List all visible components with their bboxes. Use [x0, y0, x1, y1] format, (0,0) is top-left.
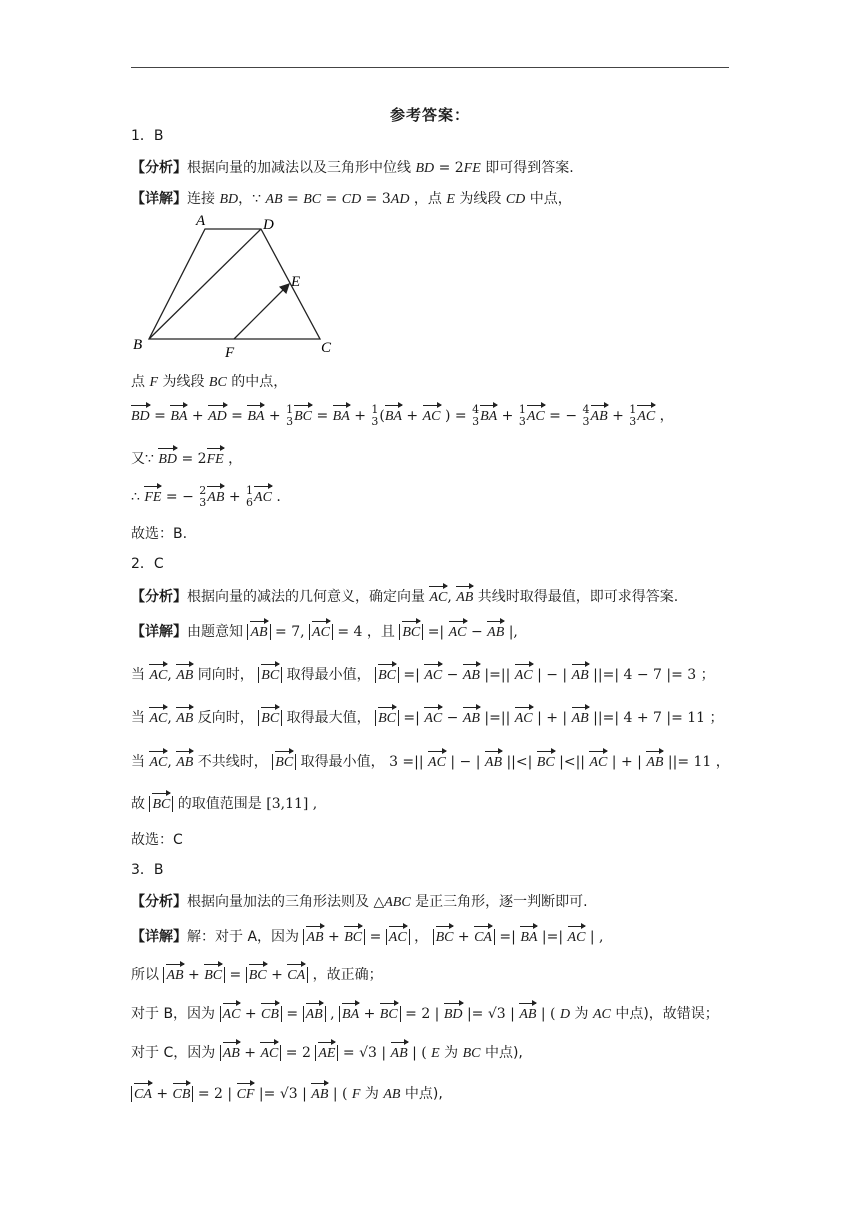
q1-analysis: 【分析】根据向量的加减法以及三角形中位线 BD = 2FE 即可得到答案.: [131, 160, 574, 176]
q3-number: 3．B: [131, 862, 164, 878]
q3-detail: 【详解】解：对于 A，因为 AB + BC = AC ， BC + CA =| BA |=| AC | ,: [131, 925, 604, 948]
q2-case-opposite-direction: 当 AC, AB 反向时， BC 取得最大值， BC =| AC − AB |=|| AC | + | AB ||=| 4 + 7 |= 11 ；: [131, 706, 724, 729]
q3-so-a: 所以 AB + BC = BC + CA ，故正确；: [131, 963, 383, 986]
q1-detail: 【详解】连接 BD，∵ AB = BC = CD = 3AD ，点 E 为线段 CD 中点，: [131, 191, 572, 207]
q3-for-c: 对于 C，因为 AB + AC = 2 AE = √3 | AB | ( E 为 BC 中点),: [131, 1041, 523, 1064]
label-a: A: [196, 213, 206, 229]
label-e: E: [291, 274, 301, 290]
q3-for-b: 对于 B，因为 AC + CB = AB , BA + BC = 2 | BD |= √3 | AB | ( D 为 AC 中点)，故错误；: [131, 1002, 719, 1025]
detail-tag: 【详解】: [131, 624, 187, 640]
q2-detail: 【详解】由题意知 AB = 7, AC = 4 ，且 BC =| AC − AB |,: [131, 620, 518, 643]
page-title: 参考答案：: [389, 106, 470, 124]
q1-number: 1．B: [131, 128, 164, 144]
analysis-tag: 【分析】: [131, 894, 187, 910]
q1-midpoint: 点 F 为线段 BC 的中点，: [131, 374, 288, 390]
q3-analysis: 【分析】根据向量加法的三角形法则及 △ABC 是正三角形，逐一判断即可.: [131, 894, 588, 910]
detail-tag: 【详解】: [131, 929, 187, 945]
q2-range: 故 BC 的取值范围是 [3,11] ,: [131, 792, 317, 815]
q1-answer: 故选：B.: [131, 526, 188, 542]
q2-case-not-collinear: 当 AC, AB 不共线时， BC 取得最小值， 3 =|| AC | − | AB ||<| BC |<|| AC | + | AB ||= 11 ，: [131, 750, 730, 773]
q2-analysis: 【分析】根据向量的减法的几何意义，确定向量 AC, AB 共线时取得最值，即可求得答案.: [131, 585, 678, 608]
q3-for-c-2: CA + CB = 2 | CF |= √3 | AB | ( F 为 AB 中点),: [131, 1082, 443, 1105]
analysis-tag: 【分析】: [131, 160, 187, 176]
label-b: B: [133, 337, 143, 353]
label-c: C: [321, 340, 332, 356]
label-f: F: [225, 345, 235, 361]
q1-equation-2: 又∵ BD = 2FE ，: [131, 447, 242, 470]
q1-equation-1: BD = BA + AD = BA + 1 3 BC = BA + 1 3 (BA + AC ) = 4 3 BA + 1 3 AC = − 4 3 AB + 1 3 AC ，: [131, 403, 674, 428]
q2-answer: 故选：C: [131, 832, 183, 848]
vector-fe: [234, 284, 289, 339]
q1-equation-3: ∴ FE = − 2 3 AB + 1 6 AC .: [131, 484, 281, 509]
segment-bd: [149, 229, 261, 339]
q2-number: 2．C: [131, 556, 164, 572]
q2-case-same-direction: 当 AC, AB 同向时， BC 取得最小值， BC =| AC − AB |=|| AC | − | AB ||=| 4 − 7 |= 3 ；: [131, 663, 715, 686]
header-rule: [131, 67, 729, 68]
detail-tag: 【详解】: [131, 191, 187, 207]
trapezoid-figure: [131, 212, 341, 364]
label-d: D: [263, 217, 274, 233]
analysis-tag: 【分析】: [131, 589, 187, 605]
